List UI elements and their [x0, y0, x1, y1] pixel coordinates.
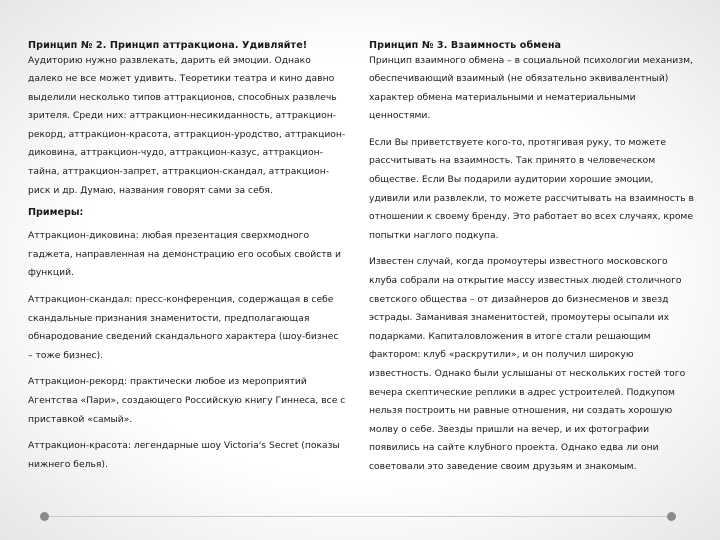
example-item: Аттракцион-скандал: пресс-конференция, содержащая в себе скандальные признания знаменитости, предполагающая обнародование сведений скандального характера (шоу-бизнес – тоже бизнес).	[28, 294, 339, 361]
right-column	[369, 40, 694, 477]
left-bullet-dot	[40, 512, 49, 521]
example-item: Аттракцион-красота: легендарные шоу Victoria's Secret (показы нижнего белья).	[28, 440, 340, 470]
example-item: Аттракцион-диковина: любая презентация сверхмодного гаджета, направленная на демонстрацию его особых свойств и функций.	[28, 230, 341, 279]
left-intro-paragraph: Аудиторию нужно развлекать, дарить ей эмоции. Однако далеко не все может удивить. Теоретики театра и кино давно выделили несколько типов аттракционов, способных развлечь зрителя. Среди них: аттракцион-несикиданность, аттракцион-рекорд, аттракцион-красота, аттракцион-уродство, аттракцион-диковина, аттракцион-чудо, аттракцион-казус, аттракцион-тайна, аттракцион-запрет, аттракцион-скандал, аттракцион-риск и др. Думаю, названия говорят сами за себя.	[28, 54, 346, 196]
bottom-divider	[44, 516, 672, 517]
left-column	[28, 40, 346, 474]
example-item: Аттракцион-рекорд: практически любое из мероприятий Агентства «Пари», создающего Российскую книгу Гиннеса, все с приставкой «самый».	[28, 376, 346, 425]
examples-label: Примеры:	[28, 207, 84, 219]
right-intro-paragraph: Принцип взаимного обмена – в социальной психологии механизм, обеспечивающий взаимный (не обязательно эквивалентный) характер обмена материальными и нематериальными ценностями.	[369, 54, 693, 122]
left-heading: Принцип № 2. Принцип аттракциона. Удивляйте!	[28, 40, 308, 51]
right-heading: Принцип № 3. Взаимность обмена	[369, 40, 562, 51]
right-paragraph-reciprocity: Если Вы приветствуете кого-то, протягивая руку, то можете рассчитывать на взаимность. Так принято в человеческом обществе. Если Вы подарили аудитории хорошие эмоции, удивили или развлекли, то можете рассчитывать на взаимность в отношении к своему бренду. Это работает во всех случаях, кроме попытки наглого подкупа.	[369, 136, 694, 241]
right-paragraph-club-case: Известен случай, когда промоутеры известного московского клуба собрали на открытие массу известных людей столичного светского общества – от дизайнеров до бизнесменов и звезд эстрады. Заманивая знаменитостей, промоутеры осыпали их подарками. Капиталовложения в итоге стали решающим фактором: клуб «раскрутили», и он получил широкую известность. Однако были услышаны от нескольких гостей того вечера скептические реплики в адрес устроителей. Подкупом нельзя построить ни равные отношения, ни создать хорошую молву о себе. Звезды пришли на вечер, и их фотографии появились на сайте клубного проекта. Однако едва ли они советовали это заведение своим друзьям и знакомым.	[369, 256, 686, 472]
right-bullet-dot	[667, 512, 676, 521]
